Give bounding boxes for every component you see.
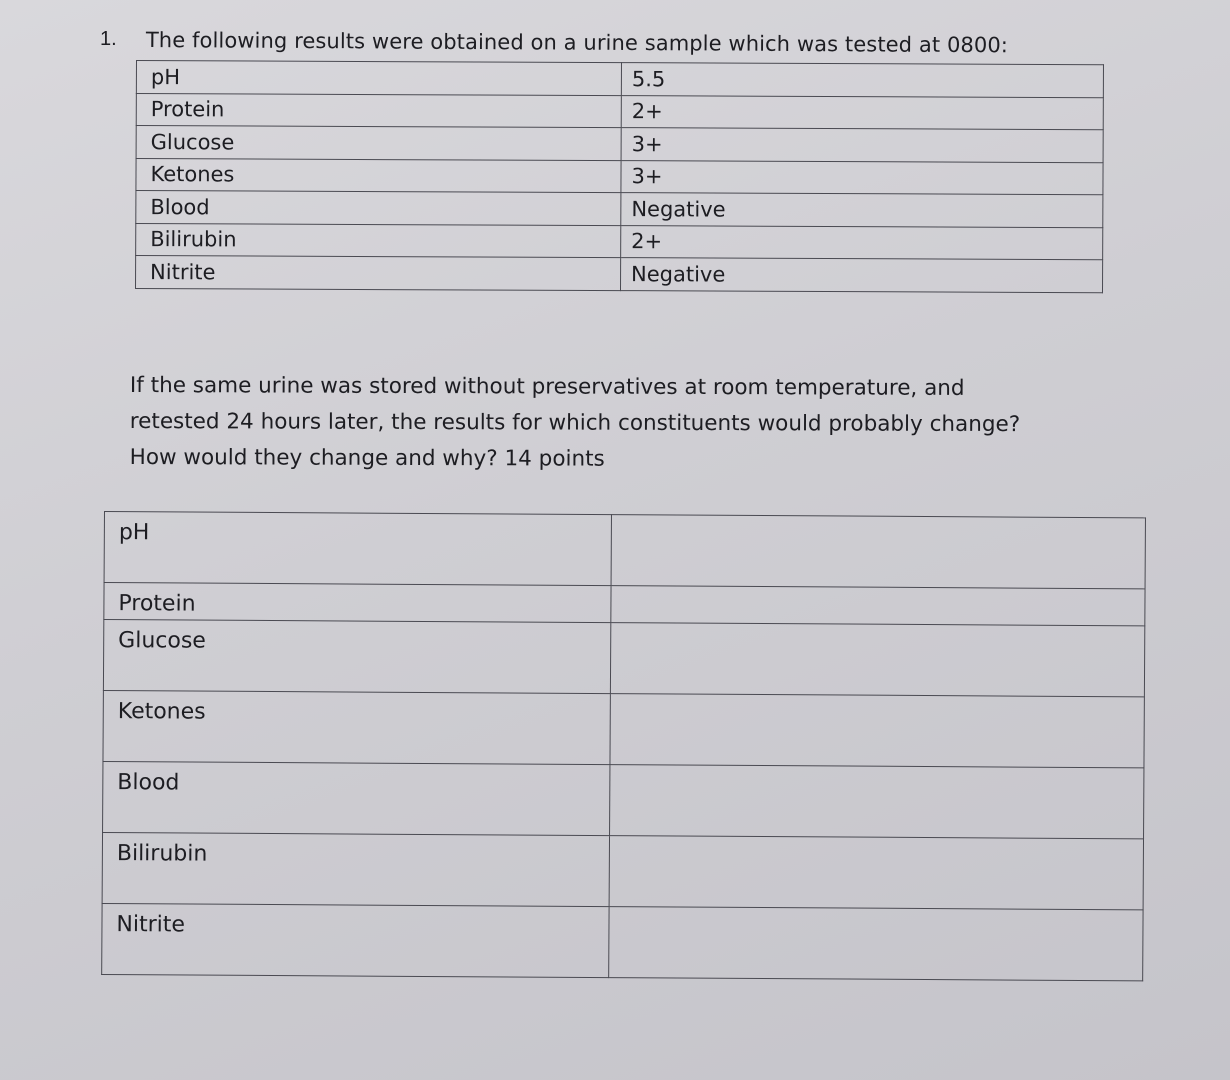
prompt-line-3: How would they change and why? 14 points	[129, 444, 605, 472]
answer-cell-bilirubin[interactable]	[609, 836, 1143, 910]
answer-cell-ph[interactable]	[611, 515, 1145, 589]
answer-parameter-glucose: Glucose	[103, 620, 610, 694]
table-row	[103, 761, 1144, 838]
table-row	[136, 93, 1103, 130]
results-parameter-bilirubin: Bilirubin	[136, 223, 621, 258]
results-value-bilirubin: 2+	[621, 225, 1103, 260]
results-parameter-ketones: Ketones	[136, 158, 621, 193]
results-value-blood: Negative	[621, 193, 1103, 228]
answer-cell-protein[interactable]	[611, 586, 1145, 626]
question-prompt	[130, 368, 1021, 479]
table-row	[136, 256, 1103, 293]
results-parameter-glucose: Glucose	[136, 126, 621, 161]
question-number: 1.	[100, 28, 117, 50]
table-row	[104, 512, 1145, 589]
results-value-ketones: 3+	[621, 160, 1103, 195]
answer-parameter-nitrite: Nitrite	[102, 903, 609, 977]
answer-cell-ketones[interactable]	[610, 694, 1144, 768]
table-row	[102, 903, 1143, 980]
results-parameter-protein: Protein	[136, 93, 621, 128]
answer-cell-nitrite[interactable]	[609, 907, 1143, 981]
question-text: The following results were obtained on a urine sample which was tested at 0800:	[145, 28, 1009, 58]
table-row	[136, 223, 1103, 260]
answer-parameter-protein: Protein	[104, 583, 611, 623]
answer-parameter-ph: pH	[104, 512, 611, 586]
answer-cell-glucose[interactable]	[610, 623, 1144, 697]
table-row	[102, 832, 1143, 909]
table-row	[136, 158, 1103, 195]
prompt-line-1: If the same urine was stored without preservatives at room temperature, and	[129, 372, 965, 401]
results-table	[135, 60, 1104, 293]
table-row	[136, 191, 1103, 228]
results-value-nitrite: Negative	[621, 258, 1103, 293]
results-value-glucose: 3+	[621, 128, 1103, 163]
table-row	[136, 126, 1103, 163]
results-parameter-ph: pH	[136, 61, 621, 96]
results-value-protein: 2+	[621, 95, 1103, 130]
table-row	[104, 583, 1145, 626]
results-value-ph: 5.5	[621, 63, 1103, 98]
answer-parameter-blood: Blood	[103, 761, 610, 835]
prompt-line-2: retested 24 hours later, the results for which constituents would probably change?	[129, 408, 1021, 438]
results-parameter-blood: Blood	[136, 191, 621, 226]
answer-table	[101, 511, 1146, 981]
table-row	[136, 61, 1103, 98]
answer-parameter-bilirubin: Bilirubin	[102, 832, 609, 906]
answer-cell-blood[interactable]	[610, 765, 1144, 839]
results-parameter-nitrite: Nitrite	[136, 256, 621, 291]
table-row	[103, 690, 1144, 767]
table-row	[103, 620, 1144, 697]
answer-parameter-ketones: Ketones	[103, 690, 610, 764]
